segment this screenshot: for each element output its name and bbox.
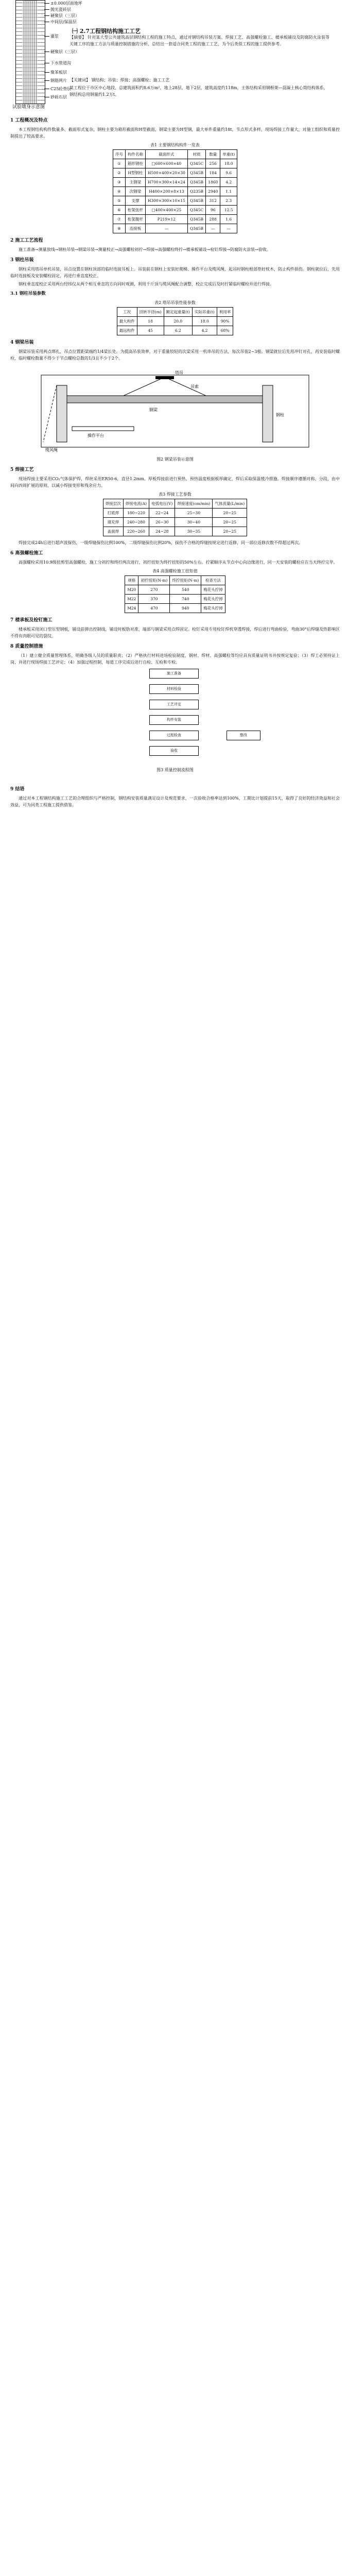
table-cell: 96 — [206, 206, 220, 215]
table-cell: 370 — [138, 595, 170, 604]
table-cell: 1.6 — [220, 215, 237, 224]
paragraph: 钢柱垂直度校正采用两台经纬仪从两个相互垂直的方向同时观测，利用千斤顶与缆风绳配合调整，校正完成后及时拧紧临时螺栓并进行焊接。 — [19, 282, 274, 286]
components-table — [113, 149, 237, 233]
table-cell: 次钢梁 — [125, 187, 145, 196]
table-cell: 箱形钢柱 — [125, 159, 145, 168]
table-header-row — [103, 499, 247, 509]
table-cell: 18.0 — [220, 159, 237, 168]
table-cell: 540 — [170, 585, 201, 595]
paragraph: 现场焊接主要采用CO₂气体保护焊，焊丝采用ER50-6，直径1.2mm。厚板焊接前进行预热，预热温度根据板厚确定，焊后采取保温缓冷措施。焊接顺序遵循对称、分段、由中间向四周扩展的原则，以减小焊接变形和残余应力。 — [10, 477, 340, 488]
table-header: 数量 — [206, 150, 220, 159]
paragraph: （1）建立健全质量管理体系，明确各级人员的质量职责；（2）严格执行材料进场检验制度，钢材、焊材、高强螺栓等均应具有质量证明书并按规定复验；（3）焊工必须持证上岗，并进行现场焊接工艺评定；（4）加强过程控制，每道工序完成后进行自检、互检和专检。 — [10, 653, 340, 665]
lifting-diagram-svg — [21, 365, 329, 455]
table-row — [113, 196, 237, 206]
table-cell: — — [220, 224, 237, 233]
table-cell: 940 — [170, 604, 201, 613]
table-cell: Q345B — [187, 215, 205, 224]
table-cell: ⑥ — [113, 206, 125, 215]
table-cell: 1.1 — [220, 187, 237, 196]
table-header: 焊接电流(A) — [123, 499, 149, 509]
table-cell: P219×12 — [145, 215, 187, 224]
table-caption: 表2 塔吊吊装性能参数 — [154, 300, 196, 305]
table-cell: 180~220 — [123, 509, 149, 518]
table-cell: M24 — [125, 604, 138, 613]
table-cell: 连接板 — [125, 224, 145, 233]
table-cell: 桁架腹杆 — [125, 215, 145, 224]
table-cell: — — [206, 224, 220, 233]
table-row — [125, 595, 225, 604]
table-cell: Q345B — [187, 224, 205, 233]
table-header: 利用率 — [217, 308, 233, 317]
sling — [124, 377, 165, 396]
table-cell: 18.0 — [192, 317, 217, 326]
paragraph: 楼承板采用闭口型压型钢板，铺设前弹出控制线，铺设时板肋对准，端部与钢梁采用点焊固定。栓钉采用专用栓钉焊机穿透焊接，焊后进行弯曲检验，弯曲30°后焊缝及热影响区不得有肉眼可见的裂纹。 — [10, 627, 340, 638]
table-caption: 表4 高强螺栓施工扭矩值 — [152, 569, 198, 573]
table-row — [113, 187, 237, 196]
table-cell: — — [145, 224, 187, 233]
flow-box: 验收 — [149, 746, 199, 756]
table-cell: Q345C — [187, 159, 205, 168]
table-row — [113, 224, 237, 233]
diagram-label: 操作平台 — [88, 433, 104, 438]
paragraph: 施工准备→测量放线→钢柱吊装→钢梁吊装→测量校正→高强螺栓初拧→焊接→高强螺栓终拧→楼承板铺设→栓钉焊接→防腐防火涂装→验收。 — [19, 247, 271, 252]
table-cell: 支撑 — [125, 196, 145, 206]
body-text — [10, 113, 340, 810]
table-cell: H型钢柱 — [125, 168, 145, 178]
flow-box: 整改 — [227, 731, 260, 740]
table-cell: 桁架弦杆 — [125, 206, 145, 215]
table-header: 检查方法 — [201, 576, 225, 585]
section-heading: 6 高强螺栓施工 — [10, 551, 43, 556]
fig-label: 钢筋网片 — [50, 78, 67, 83]
flow-box: 过程检查 — [149, 731, 199, 740]
table-row — [113, 178, 237, 187]
table-caption: 表1 主要钢结构构件一览表 — [150, 143, 200, 147]
table-cell: 梅花头拧掉 — [201, 585, 225, 595]
table-header: 序号 — [113, 150, 125, 159]
abstract: 【摘要】 针对某大型公共建筑高层钢结构工程的施工特点，通过对钢结构吊装方案、焊接工艺、高强螺栓施工、楼承板铺设及防腐防火涂装等关键工序的施工方法与质量控制措施的分析，总结出一套适合同类工程的施工工艺，为今后类似工程的施工提供参考。 — [69, 35, 329, 46]
figure-caption: 试验墩身示意图 — [12, 105, 45, 110]
document-page — [10, 0, 340, 2576]
table-row — [113, 168, 237, 178]
table-header: 焊接层次 — [103, 499, 123, 509]
crane-table — [117, 307, 234, 335]
table-cell: H700×300×14×24 — [145, 178, 187, 187]
table-cell: 1860 — [206, 178, 220, 187]
table-cell: 740 — [170, 595, 201, 604]
paragraph: 钢柱采用塔吊单机吊装，吊点设置在钢柱顶部的临时连接耳板上。吊装前在钢柱上安装好爬梯、操作平台及缆风绳，起吊时钢柱根部垫好枕木，防止构件损伤。钢柱就位后，先用临时连接板及安装螺栓固定，再进行垂直度校正。 — [10, 267, 340, 278]
flow-box: 施工准备 — [149, 669, 199, 679]
fig-label: 灌浆 — [50, 34, 59, 39]
fig-label: C25砼垫层 — [50, 87, 72, 91]
diagram-label: 钢梁 — [149, 408, 158, 412]
table-cell: 184 — [206, 168, 220, 178]
table-header-row — [125, 576, 225, 585]
table-header: 终拧扭矩(N·m) — [170, 576, 201, 585]
table-cell: 20~25 — [213, 527, 247, 536]
guy-rope — [43, 385, 57, 442]
table-header: 材质 — [187, 150, 205, 159]
welding-table — [103, 499, 247, 536]
table-cell: 24~28 — [149, 527, 175, 536]
table-row — [113, 215, 237, 224]
table-cell: ⑤ — [113, 196, 125, 206]
table-cell: 256 — [206, 159, 220, 168]
keywords: 【关键词】 钢结构；吊装；焊接；高强螺栓；施工工艺 — [69, 78, 170, 82]
table-cell: 20~25 — [213, 518, 247, 527]
table-cell: ① — [113, 159, 125, 168]
table-header: 规格 — [125, 576, 138, 585]
table-cell: 最大构件 — [117, 317, 137, 326]
figure-caption: 图2 钢梁吊装示意图 — [156, 457, 194, 462]
table-row — [117, 326, 233, 335]
fig-label: 砂砾石层 — [50, 95, 67, 99]
section-heading: 8 质量控制措施 — [10, 644, 43, 649]
header-figure — [10, 0, 340, 111]
table-cell: 4.2 — [192, 326, 217, 335]
paragraph: 通过对本工程钢结构施工工艺的合理组织与严格控制，钢结构安装质量满足设计及规范要求，一次验收合格率达到100%，工期比计划提前15天，取得了良好的经济效益和社会效益，可为同类工程施工提供借鉴。 — [10, 796, 340, 807]
table-cell: 9.6 — [220, 168, 237, 178]
table-row — [125, 585, 225, 595]
section-heading: 1 工程概况及特点 — [10, 118, 48, 123]
section-heading: 7 楼承板及栓钉施工 — [10, 618, 53, 623]
table-row — [103, 518, 247, 527]
table-cell: Q235B — [187, 187, 205, 196]
crane-hook — [155, 376, 174, 379]
table-cell: 68% — [217, 326, 233, 335]
section-heading: 2 施工工艺流程 — [10, 238, 43, 243]
table-cell: Q345B — [187, 196, 205, 206]
table-cell: 12.5 — [220, 206, 237, 215]
table-header: 工况 — [117, 308, 137, 317]
table-cell: 2.3 — [220, 196, 237, 206]
table-cell: Q345C — [187, 206, 205, 215]
fig-label: 聚苯板层 — [50, 70, 67, 75]
table-cell: □600×600×40 — [145, 159, 187, 168]
table-cell: Q345B — [187, 168, 205, 178]
table-row — [117, 317, 233, 326]
table-row — [103, 509, 247, 518]
table-header: 截面形式 — [145, 150, 187, 159]
table-cell: 梅花头拧掉 — [201, 604, 225, 613]
table-cell: 470 — [138, 604, 170, 613]
table-cell: 30~35 — [175, 527, 213, 536]
section-heading: 4 钢梁吊装 — [10, 340, 34, 345]
bolt-table — [125, 575, 225, 613]
fig-label: 中间层/保温层 — [50, 20, 77, 24]
table-cell: H400×200×8×13 — [145, 187, 187, 196]
section-heading: 3 钢柱吊装 — [10, 258, 34, 263]
intro-paragraph: 某工程位于市区中心地段，总建筑面积约8.6万m²，地上28层，地下2层，建筑高度约118m，主体结构采用钢框架—混凝土核心筒结构体系，钢结构总用钢量约1.2万t。 — [69, 86, 328, 97]
paragraph: 钢梁吊装采用两点绑扎，吊点位置距梁端约1/4梁长处。为提高吊装效率，对于重量较轻的次梁采用一机串吊的方法，每次吊装2~3根。钢梁就位后先用冲钉对孔，再安装临时螺栓，临时螺栓数量不得少于节点螺栓总数的1/3且不少于2个。 — [10, 349, 340, 361]
diagram-label: 钢柱 — [276, 413, 284, 417]
table-cell: 30~40 — [175, 518, 213, 527]
table-cell: 220~260 — [123, 527, 149, 536]
table-header-row — [113, 150, 237, 159]
table-cell: 最远构件 — [117, 326, 137, 335]
table-cell: ④ — [113, 187, 125, 196]
table-cell: 打底焊 — [103, 509, 123, 518]
flow-box: 工艺评定 — [149, 700, 199, 709]
table-caption: 表3 焊接工艺参数 — [159, 492, 192, 497]
table-cell: Q345B — [187, 178, 205, 187]
lifting-diagram — [21, 365, 329, 455]
paragraph: 本工程钢结构构件数量多、截面形式复杂，钢柱主要为箱形截面和H型截面，钢梁主要为H型钢，最大单件重量约18t，节点形式多样，现场焊接工作量大，对施工组织和质量控制提出了较高要求。 — [10, 127, 340, 139]
table-header: 焊接速度(cm/min) — [175, 499, 213, 509]
paragraph: 高强螺栓采用10.9级扭剪型高强螺栓，施工分初拧和终拧两次进行，初拧扭矩为终拧扭矩的50%左右。拧紧顺序从节点中心向边缘进行，同一天安装的螺栓应在当天终拧完毕。 — [19, 560, 338, 565]
table-cell: 梅花头拧掉 — [201, 595, 225, 604]
table-cell: ② — [113, 168, 125, 178]
table-header: 电弧电压(V) — [149, 499, 175, 509]
table-cell: 270 — [138, 585, 170, 595]
table-header: 回转半径(m) — [137, 308, 164, 317]
wall-section-diagram — [15, 0, 45, 104]
steel-column — [57, 385, 67, 442]
table-cell: 26~30 — [149, 518, 175, 527]
flow-box: 构件安装 — [149, 715, 199, 725]
table-cell: M20 — [125, 585, 138, 595]
fig-label: 下水管道沟 — [50, 61, 71, 65]
table-row — [113, 159, 237, 168]
table-cell: 主钢梁 — [125, 178, 145, 187]
diagram-label: 缆风绳 — [45, 448, 58, 452]
table-header: 构件名称 — [125, 150, 145, 159]
table-cell: 288 — [206, 215, 220, 224]
table-cell: 4.2 — [220, 178, 237, 187]
table-cell: 22~24 — [149, 509, 175, 518]
table-cell: 312 — [206, 196, 220, 206]
table-header: 气体流量(L/min) — [213, 499, 247, 509]
table-row — [125, 604, 225, 613]
subsection-heading: 3.1 钢柱吊装参数 — [10, 291, 46, 296]
table-cell: 45 — [137, 326, 164, 335]
work-platform — [72, 427, 134, 431]
table-header: 单重(t) — [220, 150, 237, 159]
table-cell: ⑧ — [113, 224, 125, 233]
table-cell: H300×300×10×15 — [145, 196, 187, 206]
table-cell: 6.2 — [164, 326, 192, 335]
table-cell: H500×400×20×30 — [145, 168, 187, 178]
table-cell: □400×400×25 — [145, 206, 187, 215]
section-heading: 5 焊接工艺 — [10, 467, 34, 472]
paragraph: 焊接完成24h后进行超声波探伤，一级焊缝探伤比例100%，二级焊缝探伤比例20%，探伤不合格的焊缝按规定进行返修，同一部位返修次数不得超过两次。 — [19, 540, 303, 545]
page-title: ㈠ 2.7工程钢结构施工工艺 — [72, 28, 141, 35]
diagram-label: 塔吊 — [175, 370, 183, 375]
table-header: 初拧扭矩(N·m) — [138, 576, 170, 585]
table-cell: M22 — [125, 595, 138, 604]
table-cell: 20.0 — [164, 317, 192, 326]
fig-label: 硬聚层（三层） — [50, 49, 79, 54]
diagram-label: 吊索 — [190, 384, 199, 389]
table-row — [113, 206, 237, 215]
fig-label: ±0.000层面地坪 — [50, 1, 82, 6]
steel-column — [263, 385, 273, 442]
table-cell: 240~280 — [123, 518, 149, 527]
fig-label: 硬聚层（三层） — [50, 13, 79, 18]
table-cell: 盖面焊 — [103, 527, 123, 536]
table-row — [103, 527, 247, 536]
table-cell: 2940 — [206, 187, 220, 196]
table-cell: 填充焊 — [103, 518, 123, 527]
table-cell: 90% — [217, 317, 233, 326]
steel-beam — [67, 396, 263, 403]
fig-label: 抛光瓷砖层 — [50, 7, 71, 12]
figure-caption: 图3 质量控制流程图 — [156, 768, 194, 772]
table-cell: 20~25 — [213, 509, 247, 518]
table-cell: 18 — [137, 317, 164, 326]
sling — [165, 377, 206, 396]
section-heading: 9 结语 — [10, 787, 25, 792]
flow-box: 材料检验 — [149, 684, 199, 694]
table-cell: 25~30 — [175, 509, 213, 518]
table-header: 实际吊重(t) — [192, 308, 217, 317]
table-header: 额定起重量(t) — [164, 308, 192, 317]
quality-flowchart — [21, 669, 329, 782]
table-cell: ⑦ — [113, 215, 125, 224]
table-header-row — [117, 308, 233, 317]
table-cell: ③ — [113, 178, 125, 187]
